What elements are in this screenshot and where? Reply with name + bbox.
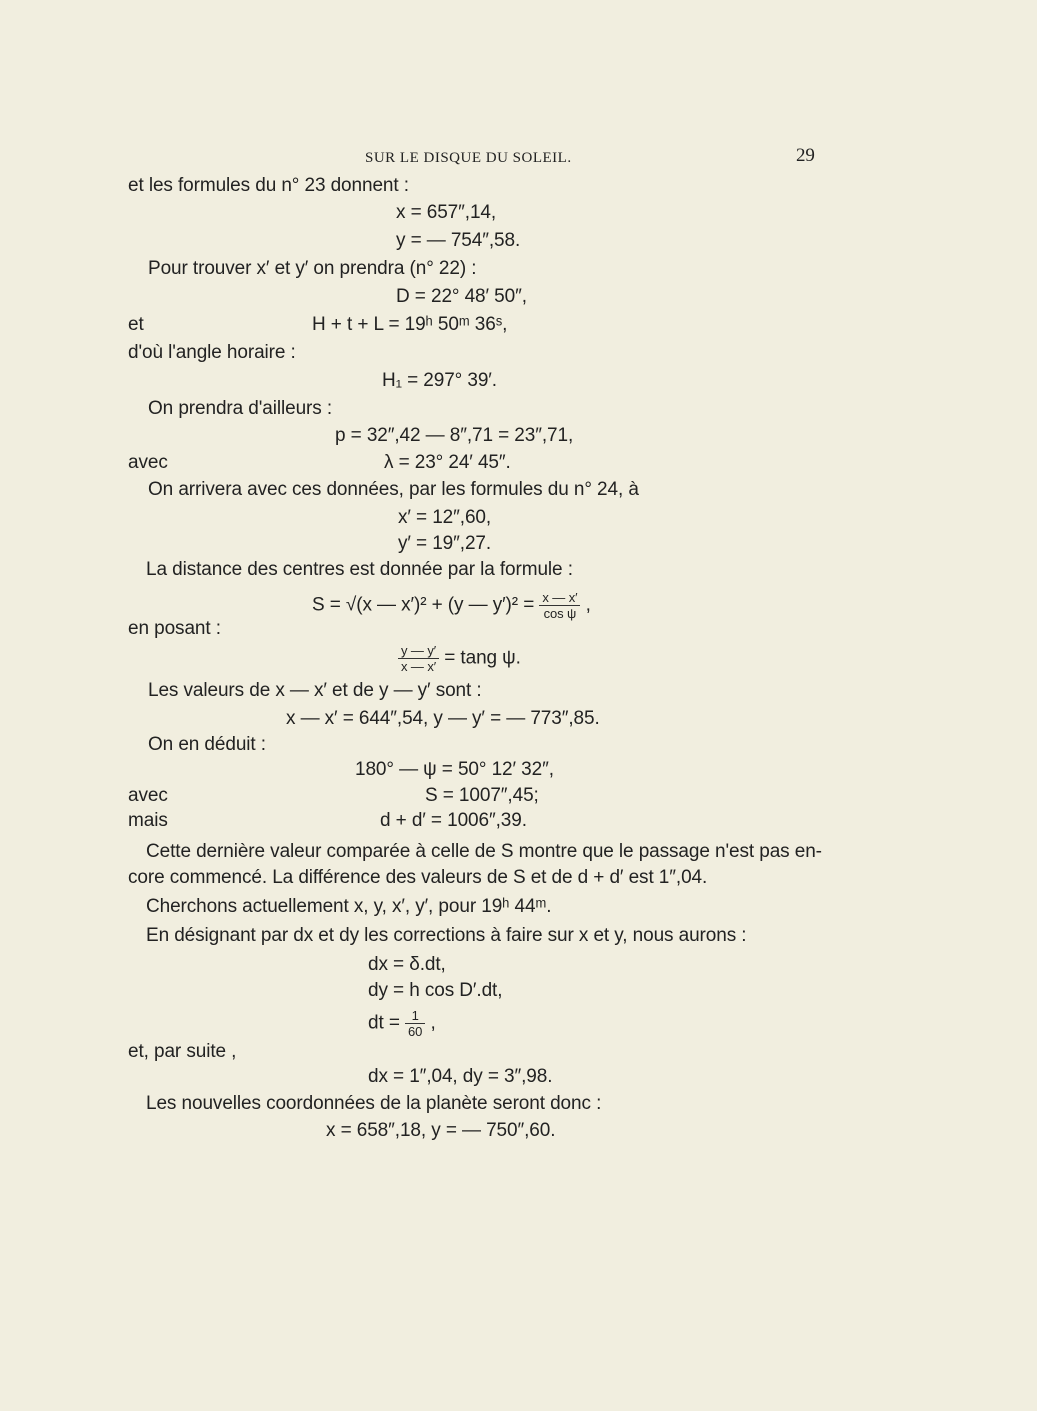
fraction <box>405 1008 425 1039</box>
text-line: Les valeurs de x — x′ et de y — y′ sont : <box>148 680 482 701</box>
equation-line: dy = h cos D′.dt, <box>368 980 503 1001</box>
text-line: avec <box>128 785 168 806</box>
text-line: avec <box>128 452 168 473</box>
equation-line: x = 657″,14, <box>396 202 497 223</box>
equation-line: x — x′ = 644″,54, y — y′ = — 773″,85. <box>286 708 600 729</box>
running-title: SUR LE DISQUE DU SOLEIL. <box>365 150 572 166</box>
equation-line: dx = 1″,04, dy = 3″,98. <box>368 1066 553 1087</box>
text-line: La distance des centres est donnée par la formule : <box>146 559 573 580</box>
denominator: cos ψ <box>543 606 577 621</box>
text-line: On prendra d'ailleurs : <box>148 398 333 419</box>
equation-line: y = — 754″,58. <box>396 230 521 251</box>
equation-line: D = 22° 48′ 50″, <box>396 286 527 307</box>
punctuation: , <box>430 1012 436 1034</box>
text-line: Cette dernière valeur comparée à celle de S montre que le passage n'est pas en- <box>146 841 822 862</box>
denominator: 60 <box>408 1024 423 1039</box>
text-line: et <box>128 314 144 335</box>
numerator: 1 <box>405 1008 425 1024</box>
text-line: En désignant par dx et dy les corrections à faire sur x et y, nous aurons : <box>146 925 747 946</box>
dt-formula <box>368 1008 436 1039</box>
equation-line: p = 32″,42 — 8″,71 = 23″,71, <box>335 425 574 446</box>
formula-left-side: dt = <box>368 1012 400 1034</box>
fraction <box>539 590 580 621</box>
punctuation: , <box>585 594 591 616</box>
text-line: On en déduit : <box>148 734 266 755</box>
equation-line: λ = 23° 24′ 45″. <box>384 452 511 473</box>
equation-line: dx = δ.dt, <box>368 954 446 975</box>
text-line: mais <box>128 810 168 831</box>
text-line: Cherchons actuellement x, y, x′, y′, pour 19ʰ 44ᵐ. <box>146 896 552 917</box>
equation-line: d + d′ = 1006″,39. <box>380 810 527 831</box>
text-line: On arrivera avec ces données, par les formules du n° 24, à <box>148 479 639 500</box>
text-line: d'où l'angle horaire : <box>128 342 296 363</box>
text-line: Les nouvelles coordonnées de la planète seront donc : <box>146 1093 602 1114</box>
page-number: 29 <box>796 145 815 166</box>
equation-line: x = 658″,18, y = — 750″,60. <box>326 1120 556 1141</box>
formula-right-side: = tang ψ. <box>444 647 521 669</box>
equation-line: 180° — ψ = 50° 12′ 32″, <box>355 759 554 780</box>
equation-line: H + t + L = 19ʰ 50ᵐ 36ˢ, <box>312 314 508 335</box>
equation-line: x′ = 12″,60, <box>398 507 492 528</box>
text-line: et les formules du n° 23 donnent : <box>128 175 409 196</box>
denominator: x — x′ <box>401 659 437 674</box>
equation-line: H₁ = 297° 39′. <box>382 370 497 391</box>
distance-formula <box>312 590 591 621</box>
equation-line: S = 1007″,45; <box>425 785 539 806</box>
text-line: core commencé. La différence des valeurs de S et de d + d′ est 1″,04. <box>128 867 708 888</box>
formula-left-side: S = √(x — x′)² + (y — y′)² = <box>312 594 535 616</box>
text-line: en posant : <box>128 618 221 639</box>
numerator: y — y′ <box>398 643 439 659</box>
fraction <box>398 643 439 674</box>
equation-line: y′ = 19″,27. <box>398 533 492 554</box>
numerator: x — x′ <box>539 590 580 606</box>
text-line: Pour trouver x′ et y′ on prendra (n° 22) : <box>148 258 477 279</box>
tangent-formula <box>398 643 521 674</box>
text-line: et, par suite , <box>128 1041 237 1062</box>
